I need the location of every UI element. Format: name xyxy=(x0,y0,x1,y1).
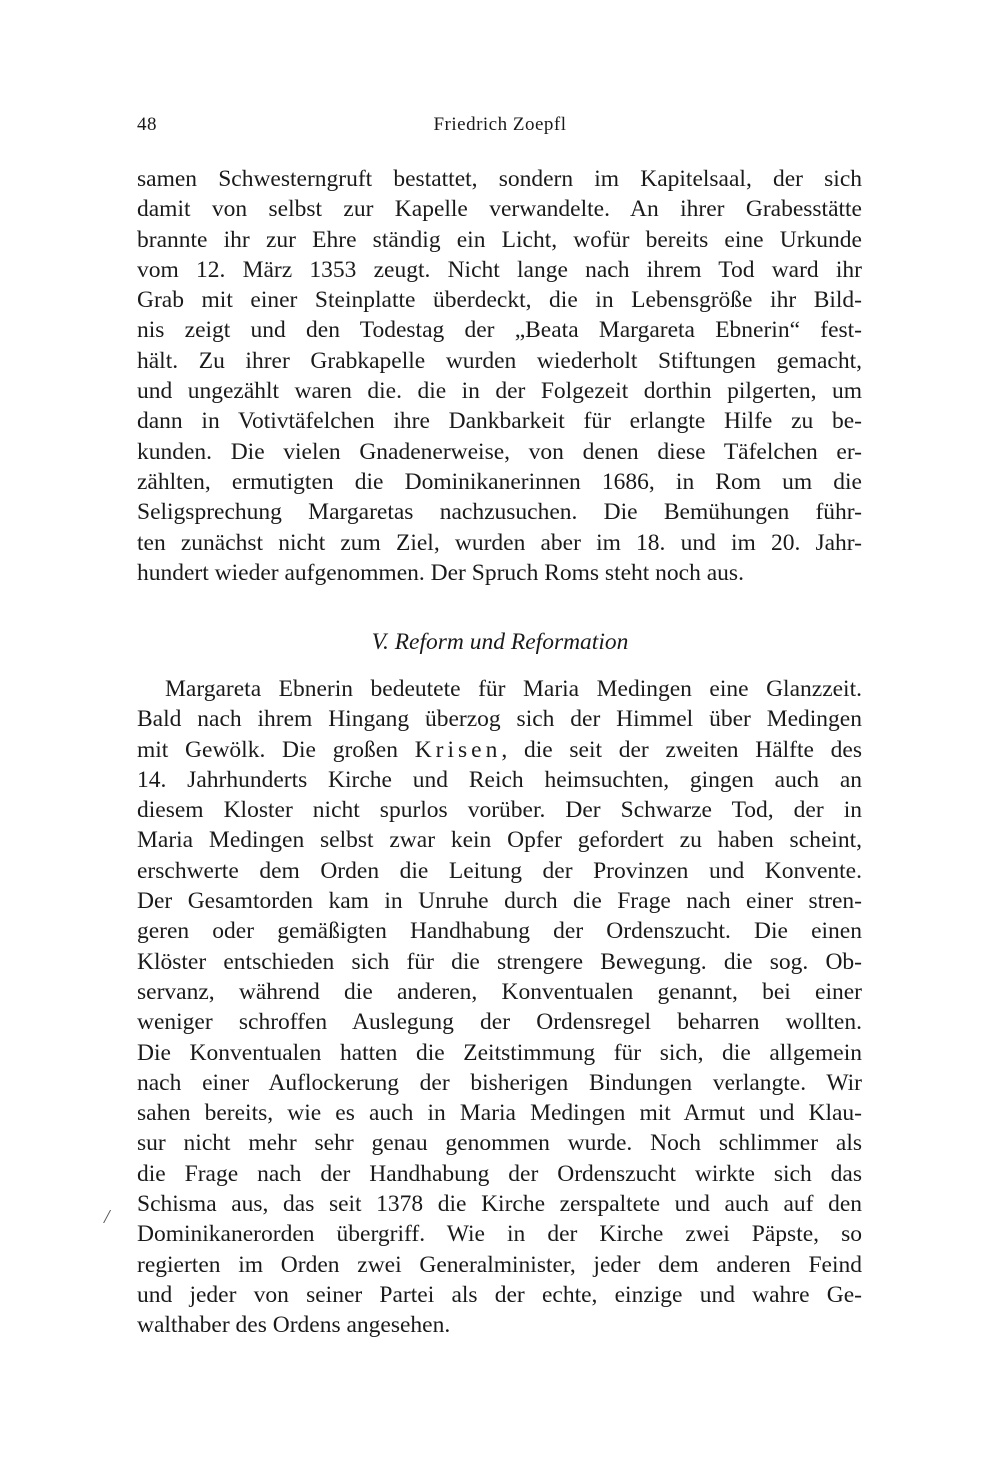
text-line: Maria Medingen selbst zwar kein Opfer gefordert zu haben scheint, xyxy=(137,827,862,854)
text-line: Bald nach ihrem Hingang überzog sich der Himmel über Medingen xyxy=(137,706,862,733)
text-line: walthaber des Ordens angesehen. xyxy=(137,1312,451,1339)
text-line: nach einer Auflockerung der bisherigen Bindungen verlangte. Wir xyxy=(137,1069,862,1096)
text-line: Die Konventualen hatten die Zeitstimmung für sich, die allgemein xyxy=(137,1039,862,1066)
text-line: diesem Kloster nicht spurlos vorüber. Der Schwarze Tod, der in xyxy=(137,797,862,824)
text-line: hält. Zu ihrer Grabkapelle wurden wiederholt Stiftungen gemacht, xyxy=(137,347,862,374)
text-line: damit von selbst zur Kapelle verwandelte. An ihrer Grabesstätte xyxy=(137,196,862,223)
text-line: Klöster entschieden sich für die strengere Bewegung. die sog. Ob- xyxy=(137,948,862,975)
text-line: und jeder von seiner Partei als der echte, einzige und wahre Ge- xyxy=(137,1281,862,1308)
text-line: samen Schwesterngruft bestattet, sondern im Kapitelsaal, der sich xyxy=(137,166,862,192)
text-line: und ungezählt waren die. die in der Folgezeit dorthin pilgerten, um xyxy=(137,378,862,405)
text-line: regierten im Orden zwei Generalminister, jeder dem anderen Feind xyxy=(137,1251,862,1278)
page-number: 48 xyxy=(137,114,157,135)
text-line: geren oder gemäßigten Handhabung der Ordenszucht. Die einen xyxy=(137,918,862,945)
text-line: zählten, ermutigten die Dominikanerinnen 1686, in Rom um die xyxy=(137,468,862,495)
paragraph-2 xyxy=(137,674,862,1341)
running-head: Friedrich Zoepfl xyxy=(433,114,567,135)
text-line: dann in Votivtäfelchen ihre Dankbarkeit für erlangte Hilfe zu be- xyxy=(137,408,862,435)
text-line: nis zeigt und den Todestag der „Beata Margareta Ebnerin“ fest- xyxy=(137,317,862,344)
text-line: Grab mit einer Steinplatte überdeckt, die in Lebensgröße ihr Bild- xyxy=(137,287,862,314)
text-segment: mit Gewölk. Die großen xyxy=(137,736,415,763)
text-line: weniger schroffen Auslegung der Ordensregel beharren wollten. xyxy=(137,1009,862,1036)
text-line xyxy=(137,735,862,765)
text-line: Dominikanerorden übergriff. Wie in der Kirche zwei Päpste, so xyxy=(137,1221,862,1248)
text-line: servanz, während die anderen, Konventualen genannt, bei einer xyxy=(137,978,862,1005)
text-line: 14. Jahrhunderts Kirche und Reich heimsuchten, gingen auch an xyxy=(137,766,862,793)
margin-mark: / xyxy=(104,1206,110,1228)
text-line: Der Gesamtorden kam in Unruhe durch die Frage nach einer stren- xyxy=(137,888,862,915)
emphasis-krisen: Krisen xyxy=(414,736,502,763)
text-line: Margareta Ebnerin bedeutete für Maria Medingen eine Glanzzeit. xyxy=(165,676,862,702)
text-segment: , die seit der zweiten Hälfte des xyxy=(501,736,862,763)
text-line: brannte ihr zur Ehre ständig ein Licht, wofür bereits eine Urkunde xyxy=(137,226,862,253)
text-line: ten zunächst nicht zum Ziel, wurden aber im 18. und im 20. Jahr- xyxy=(137,529,862,556)
text-line: vom 12. März 1353 zeugt. Nicht lange nach ihrem Tod ward ihr xyxy=(137,256,862,283)
text-line: Schisma aus, das seit 1378 die Kirche zerspaltete und auch auf den xyxy=(137,1191,862,1218)
text-line: hundert wieder aufgenommen. Der Spruch Roms steht noch aus. xyxy=(137,559,744,586)
text-line: kunden. Die vielen Gnadenerweise, von denen diese Täfelchen er- xyxy=(137,438,862,465)
text-line: sur nicht mehr sehr genau genommen wurde. Noch schlimmer als xyxy=(137,1130,862,1157)
text-line: die Frage nach der Handhabung der Ordenszucht wirkte sich das xyxy=(137,1160,862,1187)
text-line: Seligsprechung Margaretas nachzusuchen. Die Bemühungen führ- xyxy=(137,499,862,526)
section-heading: V. Reform und Reformation xyxy=(371,629,629,655)
text-line: erschwerte dem Orden die Leitung der Provinzen und Konvente. xyxy=(137,857,862,884)
text-line: sahen bereits, wie es auch in Maria Medingen mit Armut und Klau- xyxy=(137,1100,862,1127)
paragraph-1 xyxy=(137,164,862,588)
